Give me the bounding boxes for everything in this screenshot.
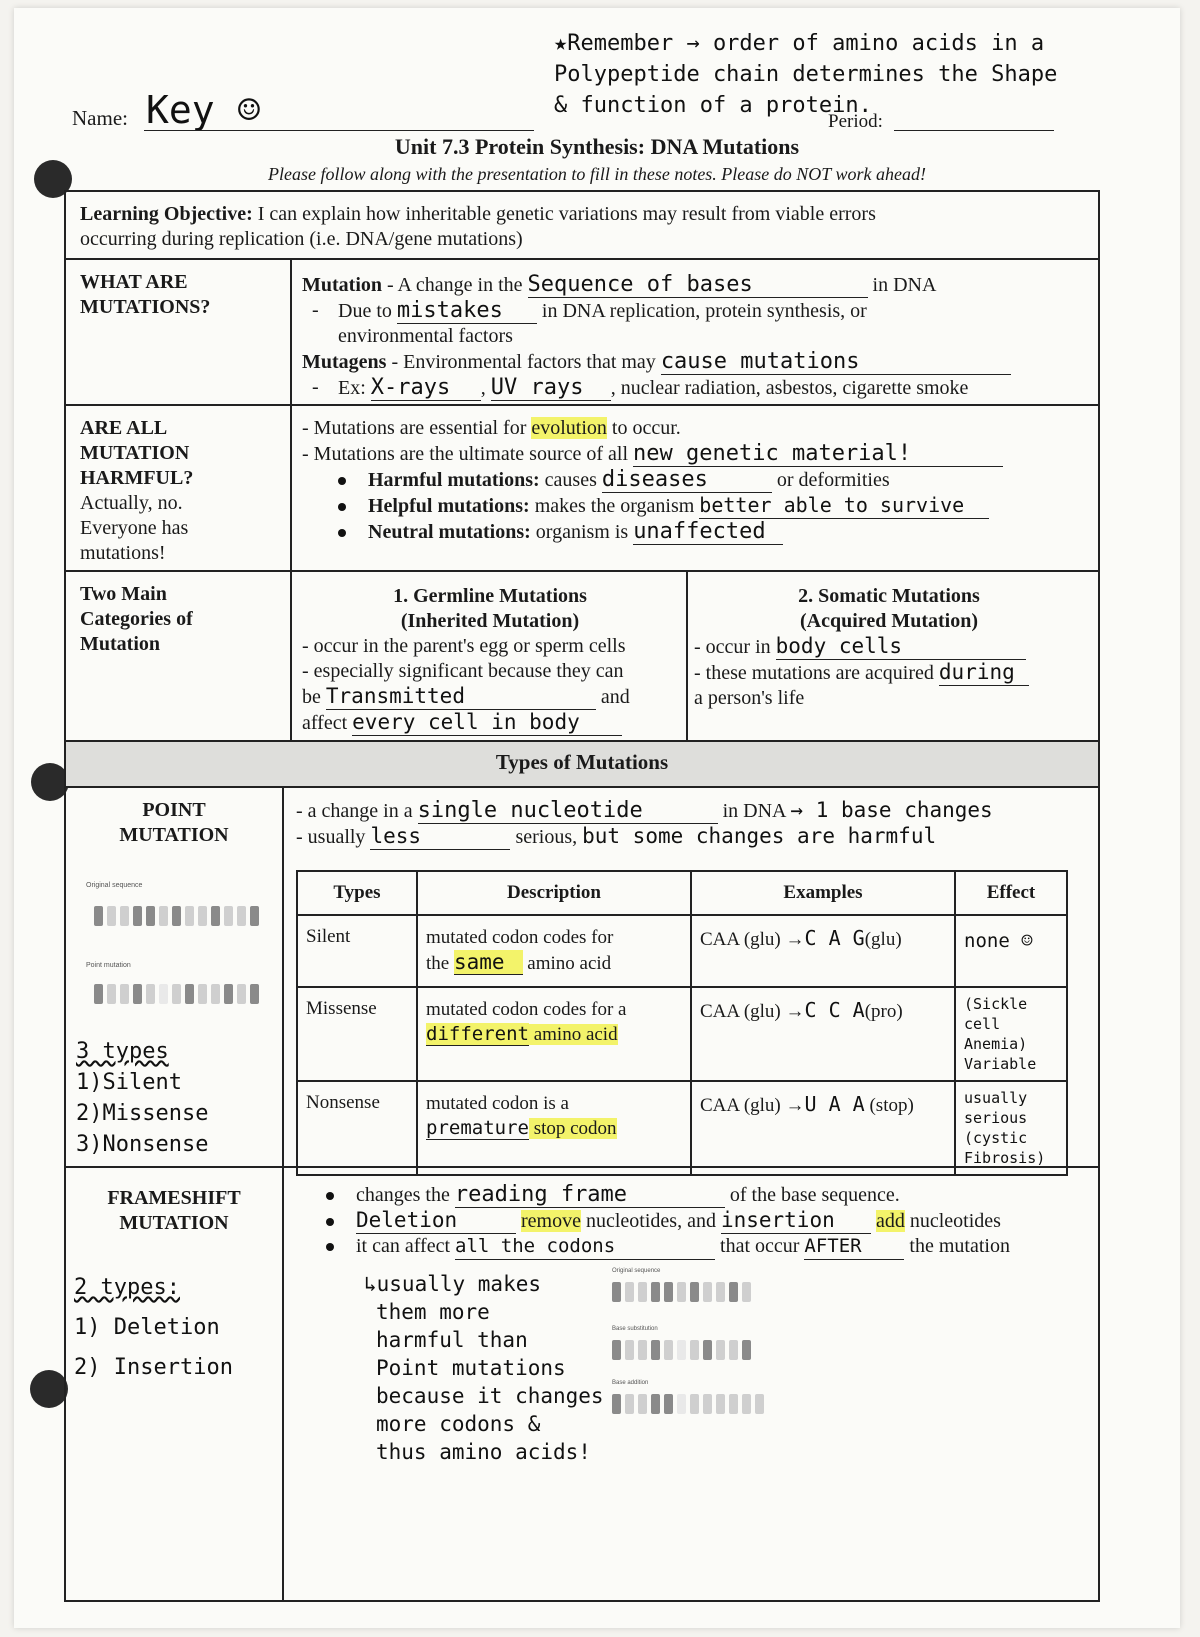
- frameshift-b1-rest: of the base sequence.: [724, 1184, 900, 1206]
- frameshift-note-3: 2) Insertion: [74, 1355, 233, 1380]
- frameshift-b2-mid: nucleotides, and: [580, 1210, 721, 1232]
- frameshift-hw-6: more codons &: [376, 1412, 541, 1436]
- frameshift-b2-rest: nucleotides: [904, 1210, 1001, 1232]
- silent-desc-2b: amino acid: [522, 953, 612, 974]
- helpful-label: Helpful mutations:: [368, 495, 530, 517]
- col-description: Description: [417, 871, 691, 915]
- frameshift-types-note: [74, 1268, 233, 1388]
- different-answer: different: [426, 1023, 529, 1045]
- frameshift-hw-1: ↳usually makes: [364, 1272, 542, 1296]
- categories-heading-3: Mutation: [80, 633, 160, 655]
- silent-example: CAA (glu) →: [700, 929, 805, 950]
- objective-text-1: I can explain how inheritable genetic variations may result from viable errors: [252, 203, 876, 225]
- fs-addition-label: Base addition: [612, 1380, 649, 1386]
- instructions: Please follow along with the presentation to fill in these notes. Please do NOT work ahead!: [268, 164, 926, 184]
- point-mutation-label: Point mutation: [86, 962, 131, 969]
- point-note-2: 1)Silent: [76, 1070, 182, 1095]
- categories-heading-1: Two Main: [80, 583, 167, 605]
- point-types-table: [296, 870, 1068, 1176]
- column-divider-top: [290, 258, 292, 742]
- frameshift-hw-4: Point mutations: [376, 1356, 566, 1380]
- diseases-answer: diseases: [602, 467, 772, 493]
- evolution-line-a: - Mutations are essential for: [302, 417, 532, 439]
- mutagens-definition: - Environmental factors that may: [386, 351, 661, 373]
- point-line-2-note: but some changes are harmful: [582, 824, 937, 848]
- point-line-1: - a change in a: [296, 800, 418, 822]
- objective-label: Learning Objective:: [80, 203, 253, 225]
- row-divider-4: [66, 1166, 1098, 1168]
- worksheet: [14, 8, 1180, 1628]
- nonsense-example: CAA (glu) →: [700, 1095, 805, 1116]
- silent-effect: none ☺: [955, 915, 1067, 987]
- germline-subtitle: (Inherited Mutation): [400, 610, 580, 632]
- silent-desc-1: mutated codon codes for: [426, 927, 614, 948]
- harmful-note-1: Actually, no.: [80, 492, 183, 514]
- evolution-highlight: evolution: [531, 417, 607, 439]
- page-title: Unit 7.3 Protein Synthesis: DNA Mutations: [394, 134, 800, 159]
- frameshift-b3: it can affect: [356, 1235, 456, 1257]
- point-heading-2: MUTATION: [119, 824, 229, 846]
- harmful-heading: [80, 416, 193, 566]
- nonsense-desc-1: mutated codon is a: [426, 1093, 569, 1114]
- harmful-heading-3: HARMFUL?: [80, 467, 194, 489]
- harmful-note-3: mutations!: [80, 542, 166, 564]
- transmitted-answer: Transmitted: [326, 684, 596, 710]
- harmful-content: [302, 416, 1082, 545]
- frameshift-hw-7: thus amino acids!: [376, 1440, 591, 1464]
- frameshift-heading-2: MUTATION: [119, 1212, 229, 1234]
- frameshift-heading-1: FRAMESHIFT: [107, 1187, 241, 1209]
- better-survive-answer: better able to survive: [699, 493, 989, 519]
- point-heading: [66, 798, 282, 848]
- point-mutation-figure: [94, 984, 263, 1008]
- categories-heading-2: Categories of: [80, 608, 193, 630]
- missense-desc-2b: amino acid: [528, 1024, 618, 1045]
- silent-codon-answer: C A G: [804, 926, 865, 950]
- mutagens-term: Mutagens: [302, 351, 387, 373]
- all-codons-answer: all the codons: [455, 1234, 715, 1260]
- sequence-answer: Sequence of bases: [528, 272, 868, 298]
- col-effect: Effect: [955, 871, 1067, 915]
- nonsense-effect: usually serious (cystic Fibrosis): [955, 1081, 1067, 1175]
- what-are-heading-2: MUTATIONS?: [80, 296, 211, 318]
- what-are-heading-1: WHAT ARE: [80, 271, 188, 293]
- row-divider-1: [66, 258, 1098, 260]
- reading-frame-answer: reading frame: [455, 1182, 725, 1208]
- frameshift-hw-2: them more: [376, 1300, 490, 1324]
- germline-affect: affect: [302, 712, 353, 734]
- somatic-line-2: - these mutations are acquired: [694, 662, 939, 684]
- xray-answer: X-rays: [371, 375, 481, 401]
- frameshift-b1: changes the: [356, 1184, 455, 1206]
- point-note-1: 3 types: [76, 1039, 169, 1064]
- in-dna-text: in DNA: [872, 274, 937, 296]
- col-types: Types: [297, 871, 417, 915]
- unaffected-answer: unaffected: [633, 519, 783, 545]
- frameshift-handwritten-note: [364, 1270, 604, 1466]
- table-row: [297, 987, 1067, 1081]
- neutral-text: organism is: [530, 521, 634, 543]
- body-cells-answer: body cells: [776, 634, 1026, 660]
- point-heading-1: POINT: [142, 799, 206, 821]
- category-divider: [686, 570, 688, 742]
- nonsense-codon-answer: U A A: [804, 1092, 865, 1116]
- row-divider-3: [66, 570, 1098, 572]
- due-to-rest-2: environmental factors: [338, 325, 513, 347]
- types-header: Types of Mutations: [495, 750, 669, 774]
- mistakes-answer: mistakes: [397, 298, 537, 324]
- somatic-title: 2. Somatic Mutations: [798, 585, 980, 607]
- missense-effect: (Sickle cell Anemia) Variable: [955, 987, 1067, 1081]
- somatic-block: [694, 584, 1084, 711]
- mutation-term: Mutation: [302, 274, 382, 296]
- during-answer: during: [939, 660, 1029, 686]
- cause-answer: cause mutations: [661, 349, 1011, 375]
- frameshift-content: [326, 1182, 1096, 1260]
- harmful-heading-1: ARE ALL: [80, 417, 168, 439]
- type-missense: Missense: [297, 987, 417, 1081]
- add-highlight: add: [875, 1210, 905, 1232]
- fs-substitution-label: Base substitution: [612, 1326, 658, 1332]
- mutation-definition: - A change in the: [382, 274, 528, 296]
- germline-be: be: [302, 686, 326, 708]
- less-answer: less: [370, 824, 510, 850]
- ex-label: Ex:: [338, 377, 371, 399]
- reminder-line-2: Polypeptide chain determines the Shape: [554, 62, 1058, 87]
- frameshift-b3-mid: that occur: [715, 1235, 805, 1257]
- table-row: [297, 915, 1067, 987]
- row-divider-2: [66, 404, 1098, 406]
- germline-and: and: [600, 686, 630, 708]
- deletion-answer: Deletion: [356, 1208, 516, 1234]
- frameshift-b3-rest: the mutation: [904, 1235, 1010, 1257]
- harmful-label: Harmful mutations:: [368, 469, 540, 491]
- source-line: - Mutations are the ultimate source of all: [302, 443, 634, 465]
- name-label: Name:: [72, 106, 128, 130]
- remove-highlight: remove: [521, 1210, 581, 1232]
- same-answer: same: [454, 950, 523, 975]
- reminder-line-1: ★Remember → order of amino acids in a: [554, 31, 1045, 56]
- new-genetic-material-answer: new genetic material!: [633, 441, 1003, 467]
- due-to-text: Due to: [338, 300, 397, 322]
- helpful-text: makes the organism: [529, 495, 700, 517]
- original-sequence-label: Original sequence: [86, 882, 143, 889]
- premature-answer: premature: [426, 1117, 529, 1139]
- frameshift-note-2: 1) Deletion: [74, 1315, 220, 1340]
- learning-objective: [80, 202, 1080, 252]
- somatic-subtitle: (Acquired Mutation): [800, 610, 978, 632]
- neutral-label: Neutral mutations:: [368, 521, 531, 543]
- ex-rest: , nuclear radiation, asbestos, cigarette smoke: [610, 377, 969, 399]
- frameshift-heading: [66, 1186, 282, 1236]
- missense-example: CAA (glu) →: [700, 1001, 805, 1022]
- fs-original-figure: [612, 1282, 755, 1306]
- harmful-text: causes: [539, 469, 602, 491]
- missense-codon-answer: C C A: [804, 998, 865, 1022]
- missense-example-rest: (pro): [864, 1001, 903, 1022]
- col-examples: Examples: [691, 871, 955, 915]
- silent-example-rest: (glu): [864, 929, 902, 950]
- point-types-note: [76, 1036, 208, 1160]
- binder-hole-bottom: [30, 1370, 68, 1408]
- germline-block: [302, 584, 678, 736]
- period-label: Period:: [828, 111, 883, 132]
- reminder-note: [554, 28, 1057, 121]
- single-nucleotide-answer: single nucleotide: [418, 798, 718, 824]
- missense-desc-1: mutated codon codes for a: [426, 999, 627, 1020]
- reminder-line-3: & function of a protein.: [554, 93, 872, 118]
- what-are-heading: [80, 270, 210, 320]
- type-silent: Silent: [297, 915, 417, 987]
- point-note-3: 2)Missense: [76, 1101, 209, 1126]
- what-are-content: Mutation - A change in the Sequence of bases in DNA - Due to mistakes in DNA replication, protein synthesis, or environmental factors Mutagens - Environmental factors that may cause mutations - Ex: X-rays , UV rays , nuclear radiation, asbestos, cigarette smoke: [302, 272, 1082, 401]
- type-nonsense: Nonsense: [297, 1081, 417, 1175]
- frameshift-note-1: 2 types:: [74, 1275, 180, 1300]
- categories-heading: [80, 582, 193, 657]
- point-line-1-note: → 1 base changes: [790, 798, 993, 822]
- frameshift-hw-3: harmful than: [376, 1328, 528, 1352]
- harmful-heading-2: MUTATION: [80, 442, 190, 464]
- frameshift-hw-5: because it changes: [376, 1384, 604, 1408]
- insertion-answer: insertion: [721, 1208, 871, 1234]
- germline-title: 1. Germline Mutations: [393, 585, 587, 607]
- somatic-line-3: a person's life: [694, 687, 805, 709]
- every-cell-answer: every cell in body: [352, 710, 622, 736]
- harmful-note-2: Everyone has: [80, 517, 189, 539]
- evolution-line-b: to occur.: [606, 417, 681, 439]
- after-answer: AFTER: [804, 1234, 904, 1260]
- uv-answer: UV rays: [491, 375, 611, 401]
- point-line-2: - usually: [296, 826, 371, 848]
- point-line-1-rest: in DNA: [717, 800, 791, 822]
- due-to-rest: in DNA replication, protein synthesis, or: [536, 300, 867, 322]
- silent-desc-2a: the: [426, 953, 454, 974]
- point-line-2-rest: serious,: [510, 826, 583, 848]
- somatic-line-1: - occur in: [694, 636, 776, 658]
- nonsense-desc-2b: stop codon: [528, 1118, 617, 1139]
- name-line: [144, 130, 534, 131]
- germline-line-2: - especially significant because they can: [302, 660, 624, 682]
- column-divider-bottom: [282, 786, 284, 1600]
- name-value: Key ☺: [146, 88, 261, 132]
- original-sequence-figure: [94, 906, 263, 930]
- harmful-rest: or deformities: [771, 469, 890, 491]
- table-row: [297, 1081, 1067, 1175]
- point-content: [296, 798, 1086, 850]
- objective-text-2: occurring during replication (i.e. DNA/gene mutations): [80, 228, 523, 250]
- nonsense-example-rest: (stop): [869, 1095, 914, 1116]
- fs-substitution-figure: [612, 1340, 755, 1364]
- fs-addition-figure: [612, 1394, 768, 1418]
- period-line: [894, 130, 1054, 131]
- germline-line-1: - occur in the parent's egg or sperm cells: [302, 635, 626, 657]
- fs-original-label: Original sequence: [612, 1268, 661, 1274]
- point-note-4: 3)Nonsense: [76, 1132, 209, 1157]
